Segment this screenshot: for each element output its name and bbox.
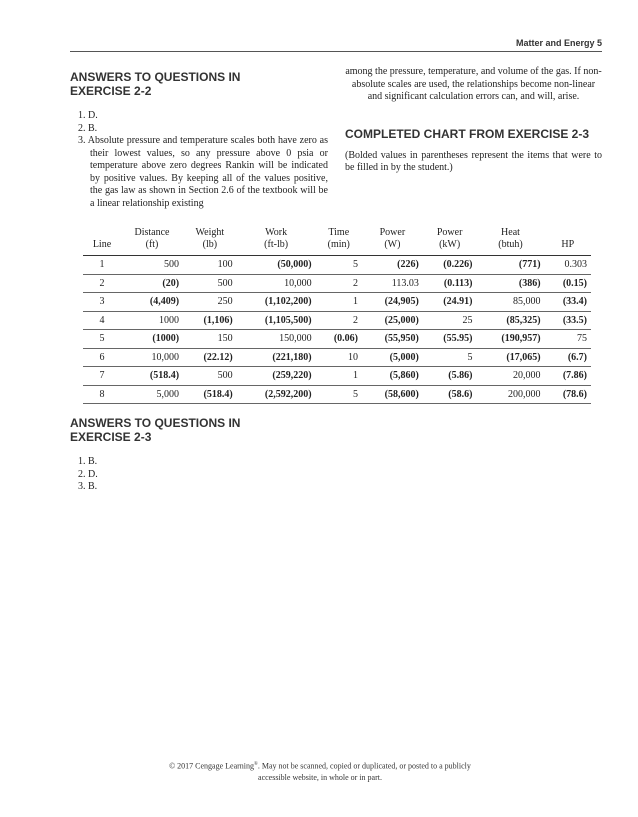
column-header-line-2: (ft-lb) [264, 239, 289, 250]
section-heading [70, 416, 330, 444]
column-header-line-2: (btuh) [498, 239, 523, 250]
table-cell: (0.06) [316, 330, 362, 349]
footer-text: © 2017 Cengage Learning [169, 761, 255, 771]
table-cell: 150,000 [237, 330, 316, 349]
table-cell: (226) [362, 256, 423, 275]
table-row [83, 256, 591, 275]
line-number-cell: 7 [83, 367, 121, 386]
answer-list [78, 110, 328, 210]
table-row [83, 385, 591, 404]
table-cell: (1,106) [183, 311, 237, 330]
column-header [121, 227, 183, 256]
table-cell: 5,000 [121, 385, 183, 404]
table-cell: 5 [423, 348, 477, 367]
column-header [423, 227, 477, 256]
column-header-line-1: Weight [195, 227, 225, 238]
line-number-cell: 1 [83, 256, 121, 275]
table-row [83, 367, 591, 386]
table-cell: (17,065) [476, 348, 544, 367]
registered-mark: ® [254, 762, 258, 767]
column-header-line-2: (ft) [145, 239, 159, 250]
table-cell: (518.4) [183, 385, 237, 404]
table-cell: (518.4) [121, 367, 183, 386]
table-cell: (1000) [121, 330, 183, 349]
table-cell: (7.86) [545, 367, 591, 386]
table-cell: (24.91) [423, 293, 477, 312]
column-header-line-2: (lb) [202, 239, 218, 250]
table-cell: (55,950) [362, 330, 423, 349]
answer-list [78, 456, 330, 494]
copyright-footer [150, 759, 490, 783]
line-number-cell: 5 [83, 330, 121, 349]
table-cell: (190,957) [476, 330, 544, 349]
table-cell: 5 [316, 256, 362, 275]
table-cell: (1,102,200) [237, 293, 316, 312]
column-header-line-2: HP [561, 239, 575, 250]
table-cell: 1 [316, 367, 362, 386]
table-cell: 20,000 [476, 367, 544, 386]
table-cell: (50,000) [237, 256, 316, 275]
answer-item: 1. B. [78, 456, 98, 467]
section-answers-2-3 [70, 416, 330, 494]
table-cell: (24,905) [362, 293, 423, 312]
table-cell: (5,000) [362, 348, 423, 367]
column-header [183, 227, 237, 256]
table-body [83, 256, 591, 404]
table-cell: 1 [316, 293, 362, 312]
table-cell: 200,000 [476, 385, 544, 404]
table-cell: (0.113) [423, 274, 477, 293]
column-header-line-2: (kW) [439, 239, 461, 250]
heading-line-1: ANSWERS TO QUESTIONS IN [70, 416, 241, 430]
table-cell: 500 [183, 367, 237, 386]
column-header-line-2: (W) [384, 239, 401, 250]
table-cell: 5 [316, 385, 362, 404]
table-cell: (6.7) [545, 348, 591, 367]
right-column [345, 66, 602, 175]
column-header [476, 227, 544, 256]
table-cell: (0.15) [545, 274, 591, 293]
completed-chart-table [83, 227, 591, 404]
table-cell: (58.6) [423, 385, 477, 404]
column-header [316, 227, 362, 256]
table-cell: 10,000 [237, 274, 316, 293]
answer-continuation: among the pressure, temperature, and volume of the gas. If non-absolute scales are used, the relationships become non-linear and significant calculation errors can, and will, arise. [345, 66, 602, 102]
heading-line-2: EXERCISE 2-2 [70, 84, 152, 98]
column-header-line-1: Time [328, 227, 350, 238]
column-header [237, 227, 316, 256]
table-cell: 85,000 [476, 293, 544, 312]
table-cell: (55.95) [423, 330, 477, 349]
table-cell: 113.03 [362, 274, 423, 293]
header-rule [70, 51, 602, 52]
line-number-cell: 6 [83, 348, 121, 367]
column-header-line-2: Line [92, 239, 112, 250]
table-cell: 100 [183, 256, 237, 275]
line-number-cell: 8 [83, 385, 121, 404]
line-number-cell: 3 [83, 293, 121, 312]
table-cell: (2,592,200) [237, 385, 316, 404]
table-row [83, 330, 591, 349]
table-cell: (5,860) [362, 367, 423, 386]
table-cell: 25 [423, 311, 477, 330]
table-cell: 10,000 [121, 348, 183, 367]
table-cell: (771) [476, 256, 544, 275]
answer-item: 3. B. [78, 481, 98, 492]
column-header-line-1: Heat [501, 227, 520, 238]
running-head: Matter and Energy 5 [515, 38, 602, 48]
table-row [83, 348, 591, 367]
section-heading [70, 70, 328, 98]
table-row [83, 293, 591, 312]
line-number-cell: 4 [83, 311, 121, 330]
table-cell: 0.303 [545, 256, 591, 275]
table-cell: (20) [121, 274, 183, 293]
table-cell: (386) [476, 274, 544, 293]
table-row [83, 311, 591, 330]
table-cell: 250 [183, 293, 237, 312]
table-cell: (85,325) [476, 311, 544, 330]
column-header-line-2: (min) [327, 239, 350, 250]
table-cell: (221,180) [237, 348, 316, 367]
column-header-line-1: Power [379, 227, 406, 238]
table-cell: 500 [183, 274, 237, 293]
table-cell: 10 [316, 348, 362, 367]
chart-note: (Bolded values in parentheses represent the items that were to be filled in by the student.) [345, 149, 602, 173]
heading-line-1: ANSWERS TO QUESTIONS IN [70, 70, 241, 84]
section-answers-2-2 [70, 70, 328, 210]
table-cell: (1,105,500) [237, 311, 316, 330]
table-cell: (78.6) [545, 385, 591, 404]
table-cell: (25,000) [362, 311, 423, 330]
table-cell: 500 [121, 256, 183, 275]
column-header-line-1: Power [436, 227, 463, 238]
table-cell: 75 [545, 330, 591, 349]
table-cell: (4,409) [121, 293, 183, 312]
column-header [83, 227, 121, 256]
table-header-row [83, 227, 591, 256]
table-row [83, 274, 591, 293]
table-cell: 1000 [121, 311, 183, 330]
table-cell: (5.86) [423, 367, 477, 386]
table-cell: (259,220) [237, 367, 316, 386]
column-header-line-1: Distance [134, 227, 170, 238]
table-cell: 150 [183, 330, 237, 349]
column-header-line-1: Work [265, 227, 288, 238]
table-cell: (33.5) [545, 311, 591, 330]
answer-item: 2. B. [78, 122, 98, 134]
line-number-cell: 2 [83, 274, 121, 293]
heading-line-2: EXERCISE 2-3 [70, 430, 152, 444]
chart-heading: COMPLETED CHART FROM EXERCISE 2-3 [345, 126, 590, 141]
answer-item: 2. D. [78, 468, 98, 480]
answer-item: 1. D. [78, 110, 98, 121]
table-cell: (58,600) [362, 385, 423, 404]
answer-item: 3. Absolute pressure and temperature scales both have zero as their lowest values, so any pressure above 0 psia or temperature above zero degrees Rankin will be indicated by positive values. By keeping all of the values positive, the gas law as shown in Section 2.6 of the textbook will be a linear relationship existing [78, 135, 328, 209]
table-cell: (22.12) [183, 348, 237, 367]
table-cell: (0.226) [423, 256, 477, 275]
column-header [545, 227, 591, 256]
footer-text: accessible website, in whole or in part. [258, 772, 382, 782]
table-cell: (33.4) [545, 293, 591, 312]
column-header [362, 227, 423, 256]
table-cell: 2 [316, 274, 362, 293]
table-cell: 2 [316, 311, 362, 330]
footer-text: . May not be scanned, copied or duplicated, or posted to a publicly [257, 761, 471, 771]
